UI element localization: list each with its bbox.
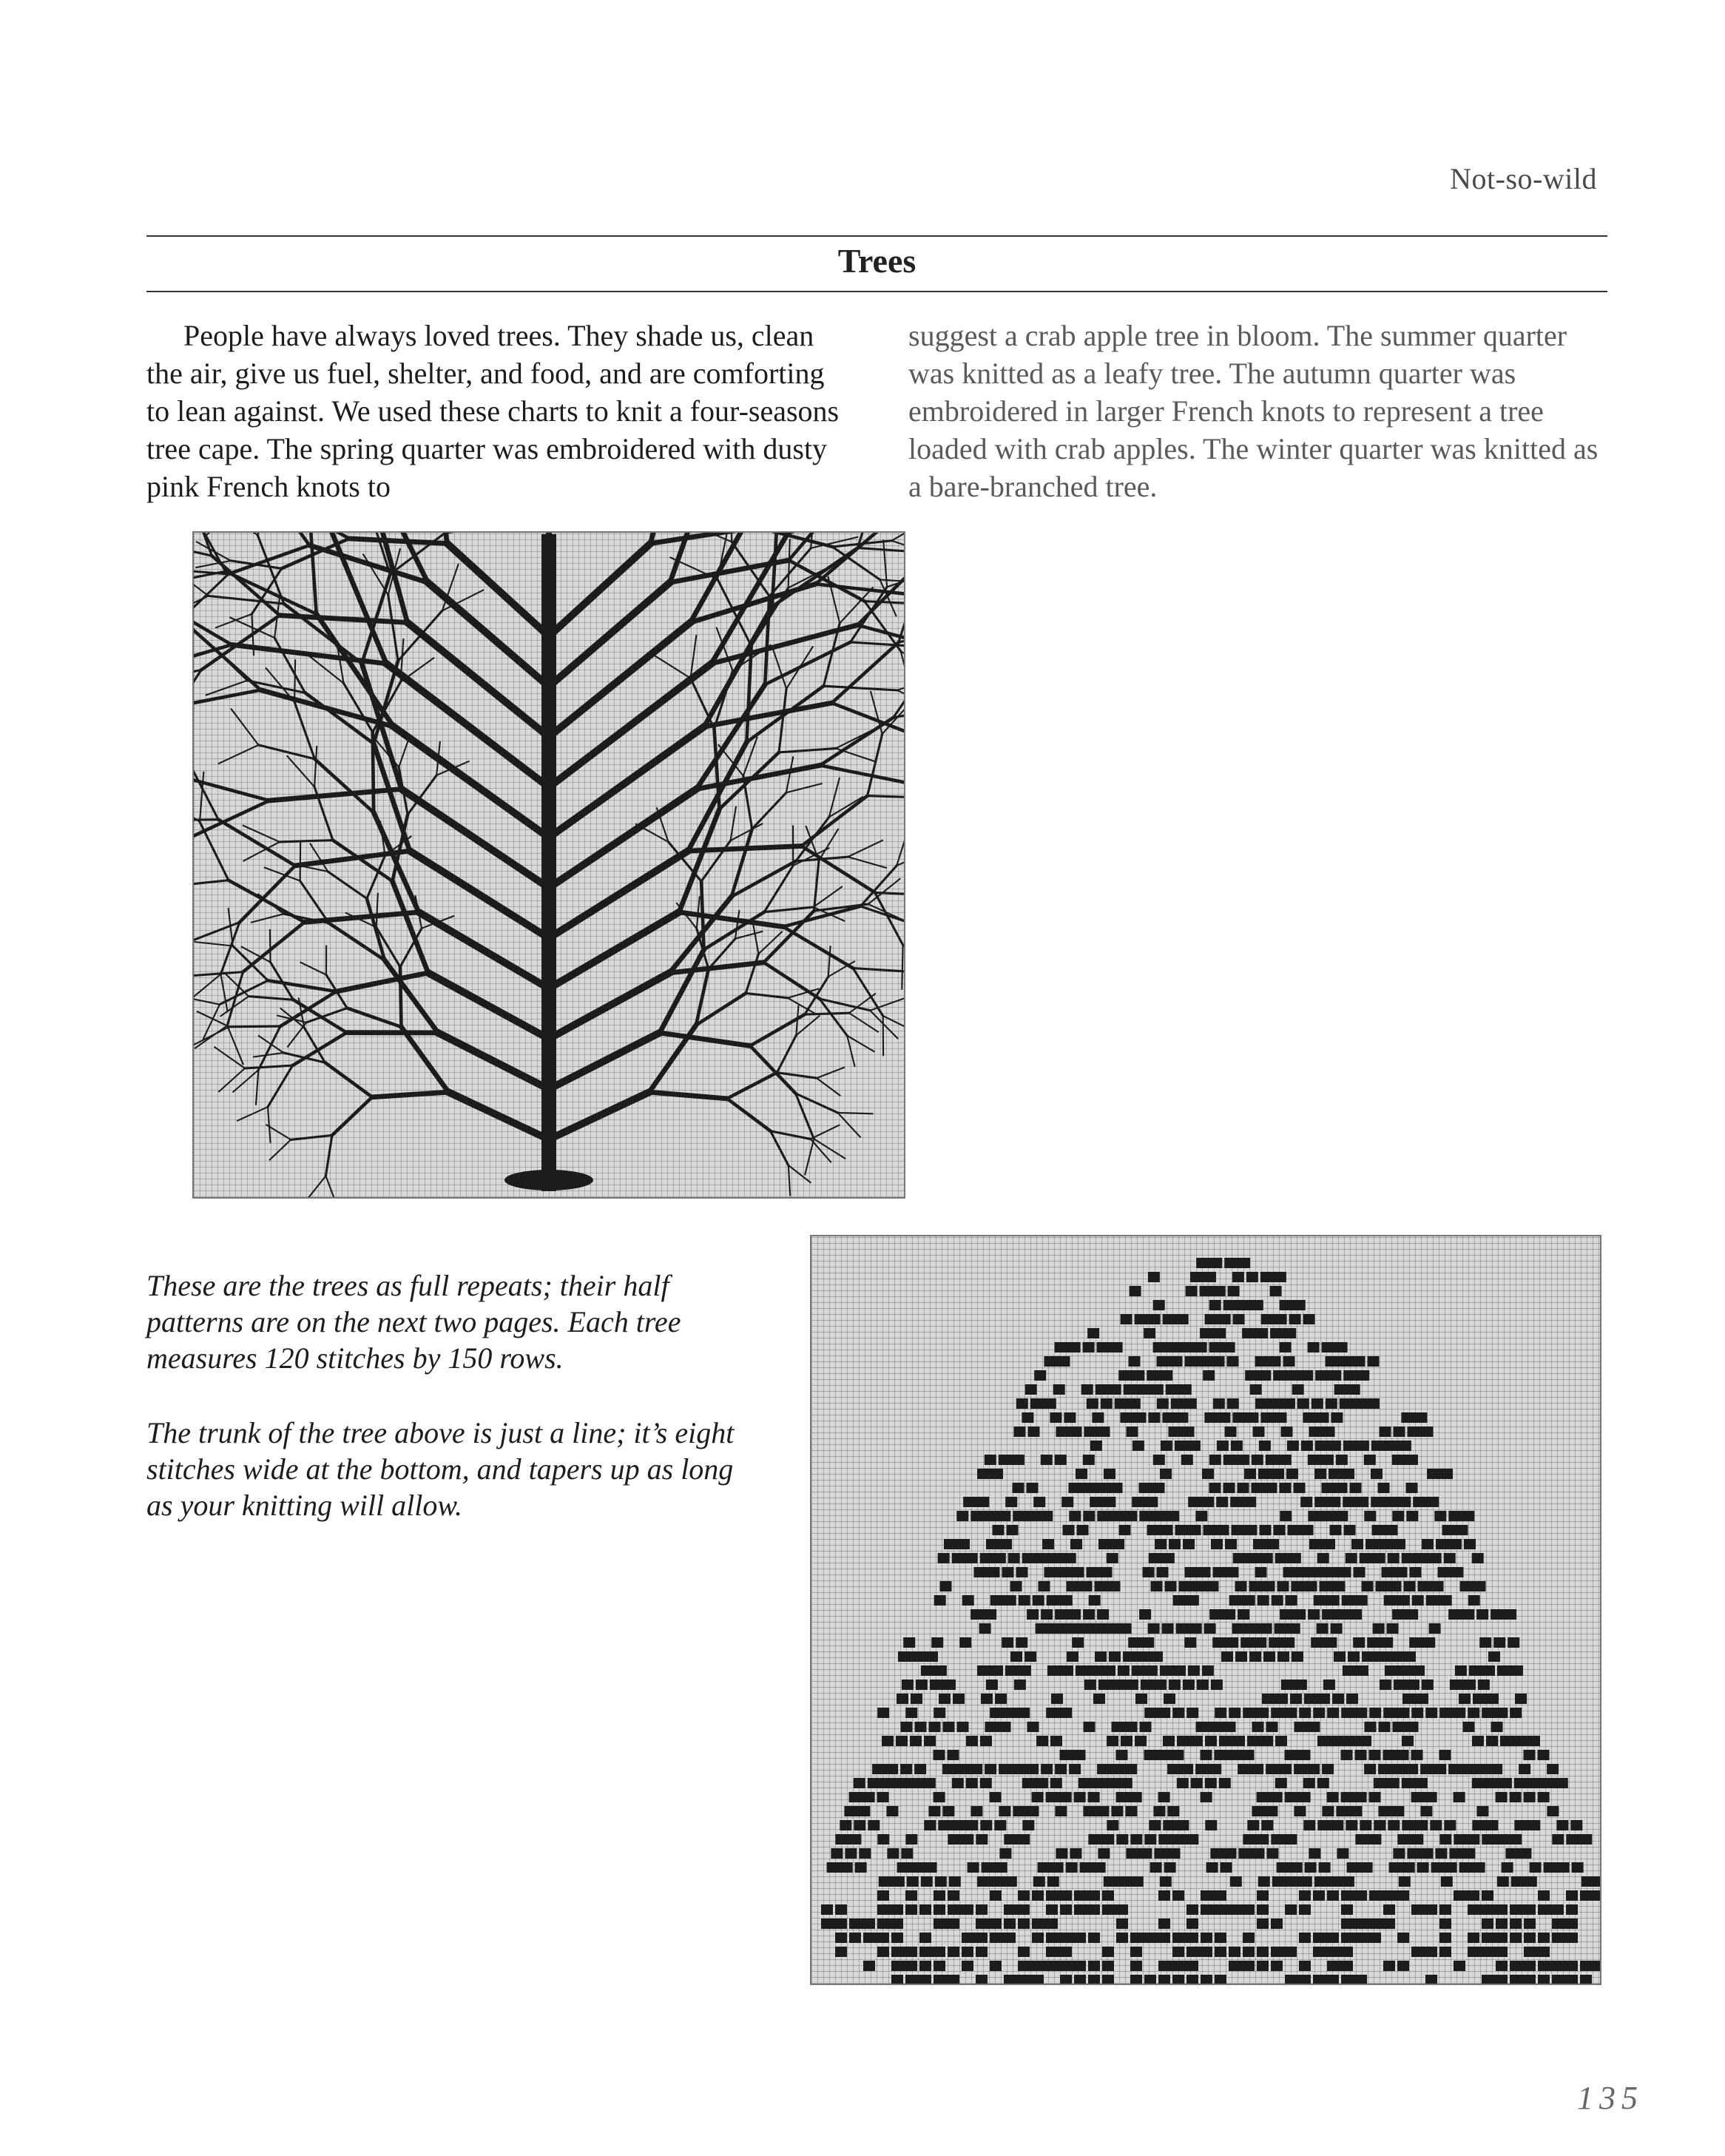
caption-trunk: The trunk of the tree above is just a line; it’s eight stitches wide at the bottom, and tapers up as long as your knitting will allow. [146,1416,735,1522]
bare-tree-chart [192,531,905,1199]
body-column-right [908,317,1602,505]
caption-full-repeats: These are the trees as full repeats; their half patterns are on the next two pages. Each tree measures 120 stitches by 150 rows. [146,1269,681,1375]
section-title: Trees [837,242,916,280]
top-rule [146,235,1607,237]
running-head: Not-so-wild [1450,162,1597,195]
body-paragraph-right: suggest a crab apple tree in bloom. The summer quarter was knitted as a leafy tree. The autumn quarter was embroidered in larger French knots to represent a tree loaded with crab apples. The winter quarter was knitted as a bare-branched tree. [908,319,1599,503]
body-column-left [146,317,840,505]
leafy-tree-chart [810,1235,1601,1985]
bare-tree-graphic [194,533,904,1197]
page-number: 135 [1577,2080,1644,2116]
bottom-rule [146,291,1607,292]
leafy-tree-graphic [811,1236,1600,1984]
body-paragraph-left: People have always loved trees. They shade us, clean the air, give us fuel, shelter, and food, and are comforting to lean against. We used these charts to knit a four-seasons tree cape. The spring quarter was embroidered with dusty pink French knots to [146,319,840,503]
